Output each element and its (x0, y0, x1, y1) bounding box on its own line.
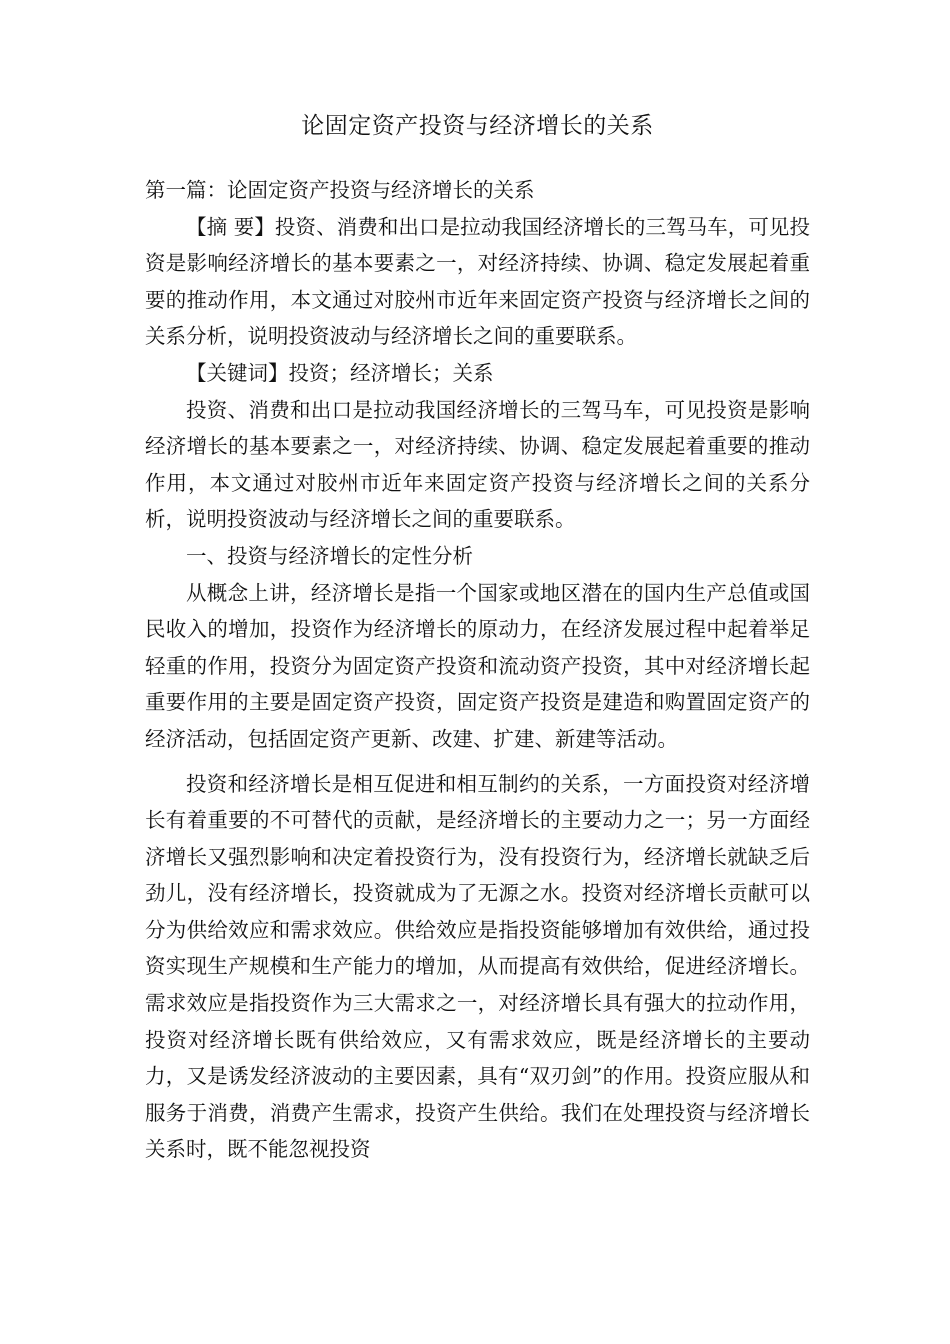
keywords-line: 【关键词】投资；经济增长；关系 (186, 360, 494, 385)
abstract-paragraph: 【摘 要】投资、消费和出口是拉动我国经济增长的三驾马车，可见投资是影响经济增长的基本要素之一，对经济持续、协调、稳定发展起着重要的推动作用，本文通过对胶州市近年来固定资产投资与经济增长之间的关系分析，说明投资波动与经济增长之间的重要联系。 (145, 214, 810, 349)
document-page (145, 104, 810, 1168)
document-title: 论固定资产投资与经济增长的关系 (301, 113, 654, 139)
section-1-heading: 一、投资与经济增长的定性分析 (186, 543, 473, 568)
section-1-paragraph-2: 投资和经济增长是相互促进和相互制约的关系，一方面投资对经济增长有着重要的不可替代的贡献，是经济增长的主要动力之一；另一方面经济增长又强烈影响和决定着投资行为，没有投资行为，经济增长就缺乏后劲儿，没有经济增长，投资就成为了无源之水。投资对经济增长贡献可以分为供给效应和需求效应。供给效应是指投资能够增加有效供给，通过投资实现生产规模和生产能力的增加，从而提高有效供给，促进经济增长。需求效应是指投资作为三大需求之一，对经济增长具有强大的拉动作用，投资对经济增长既有供给效应，又有需求效应，既是经济增长的主要动力，又是诱发经济波动的主要因素，具有“双刃剑”的作用。投资应服从和服务于消费，消费产生需求，投资产生供给。我们在处理投资与经济增长关系时，既不能忽视投资 (145, 771, 810, 1162)
section-1-paragraph-1: 从概念上讲，经济增长是指一个国家或地区潜在的国内生产总值或国民收入的增加，投资作为经济增长的原动力，在经济发展过程中起着举足轻重的作用，投资分为固定资产投资和流动资产投资，其中对经济增长起重要作用的主要是固定资产投资，固定资产投资是建造和购置固定资产的经济活动，包括固定资产更新、改建、扩建、新建等活动。 (145, 580, 810, 751)
intro-paragraph: 投资、消费和出口是拉动我国经济增长的三驾马车，可见投资是影响经济增长的基本要素之一，对经济持续、协调、稳定发展起着重要的推动作用，本文通过对胶州市近年来固定资产投资与经济增长之间的关系分析，说明投资波动与经济增长之间的重要联系。 (145, 397, 810, 532)
part-heading: 第一篇：论固定资产投资与经济增长的关系 (145, 178, 535, 202)
